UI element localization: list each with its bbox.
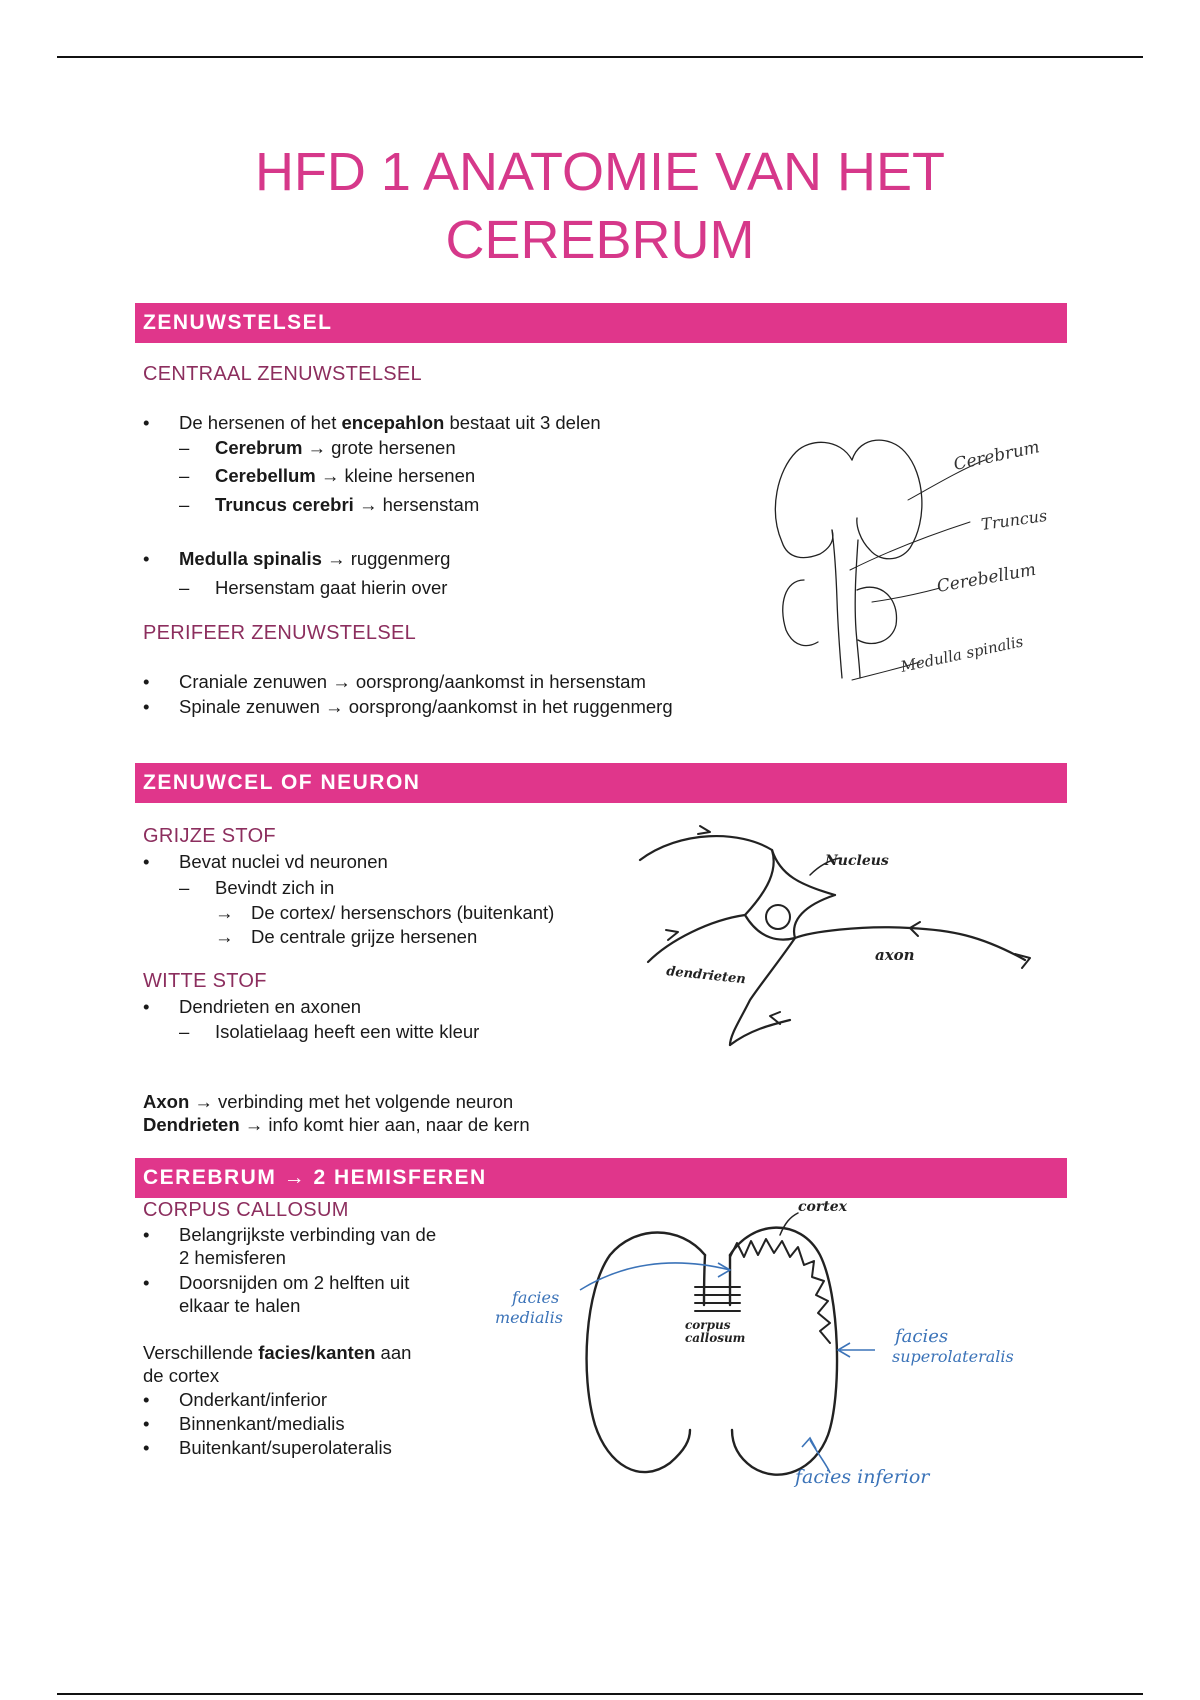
subheading-witte-stof: WITTE STOF bbox=[143, 970, 267, 992]
label-cerebrum: Cerebrum bbox=[951, 437, 1042, 475]
label-axon: axon bbox=[875, 946, 915, 964]
title-line-1: HFD 1 ANATOMIE VAN HET bbox=[254, 142, 946, 202]
bullet-craniale: • Craniale zenuwen → oorsprong/aankomst in hersenstam bbox=[179, 671, 646, 693]
bullet-nuclei: • Bevat nuclei vd neuronen bbox=[179, 851, 388, 873]
section-bar-cerebrum: CEREBRUM → 2 HEMISFEREN bbox=[135, 1158, 1067, 1198]
subheading-corpus-callosum: CORPUS CALLOSUM bbox=[143, 1199, 349, 1221]
label-facies-supero-2: superolateralis bbox=[892, 1347, 1014, 1366]
dash-hersenstam: – Hersenstam gaat hierin over bbox=[215, 577, 447, 599]
bottom-rule bbox=[57, 1693, 1143, 1695]
label-truncus: Truncus bbox=[979, 505, 1049, 534]
bullet-medulla: • Medulla spinalis → ruggenmerg bbox=[179, 548, 450, 570]
brain-sketch bbox=[760, 430, 1060, 700]
bullet-doorsnijden: • Doorsnijden om 2 helften uit bbox=[179, 1272, 409, 1294]
label-callosum: callosum bbox=[685, 1331, 746, 1345]
bullet-buitenkant: • Buitenkant/superolateralis bbox=[179, 1437, 392, 1459]
arrow-cortex: → De cortex/ hersenschors (buitenkant) bbox=[251, 902, 554, 924]
label-corpus: corpus bbox=[685, 1318, 731, 1332]
dendrieten-definition: Dendrieten → info komt hier aan, naar de kern bbox=[143, 1114, 530, 1135]
page-title bbox=[0, 138, 1200, 274]
dash-cerebellum: – Cerebellum → kleine hersenen bbox=[215, 465, 475, 487]
title-line-2: CEREBRUM bbox=[445, 210, 755, 270]
subheading-centraal: CENTRAAL ZENUWSTELSEL bbox=[143, 363, 422, 385]
label-cortex: cortex bbox=[798, 1199, 847, 1215]
bullet-spinale: • Spinale zenuwen → oorsprong/aankomst in het ruggenmerg bbox=[179, 696, 673, 718]
section-bar-neuron: ZENUWCEL OF NEURON bbox=[135, 763, 1067, 803]
label-nucleus: Nucleus bbox=[825, 853, 889, 869]
section-bar-zenuwstelsel: ZENUWSTELSEL bbox=[135, 303, 1067, 343]
top-rule bbox=[57, 56, 1143, 58]
dash-cerebrum: – Cerebrum → grote hersenen bbox=[215, 437, 456, 459]
subheading-grijze-stof: GRIJZE STOF bbox=[143, 825, 276, 847]
bullet-doorsnijden-cont: elkaar te halen bbox=[179, 1295, 301, 1316]
subheading-perifeer: PERIFEER ZENUWSTELSEL bbox=[143, 622, 417, 644]
hemisphere-sketch bbox=[490, 1195, 1070, 1515]
bullet-onderkant: • Onderkant/inferior bbox=[179, 1389, 327, 1411]
dash-isolatielaag: – Isolatielaag heeft een witte kleur bbox=[215, 1021, 479, 1043]
label-facies-medialis-1: facies bbox=[512, 1288, 560, 1307]
bullet-verbinding: • Belangrijkste verbinding van de bbox=[179, 1224, 436, 1246]
label-facies-supero-1: facies bbox=[895, 1326, 949, 1347]
label-dendrieten: dendrieten bbox=[665, 964, 747, 988]
label-cerebellum: Cerebellum bbox=[935, 559, 1038, 597]
dash-truncus: – Truncus cerebri → hersenstam bbox=[215, 494, 479, 516]
arrow-centrale: → De centrale grijze hersenen bbox=[251, 926, 477, 948]
label-facies-medialis-2: medialis bbox=[495, 1308, 563, 1327]
facies-intro: Verschillende facies/kanten aan bbox=[143, 1342, 412, 1363]
bullet-dendrieten-axonen: • Dendrieten en axonen bbox=[179, 996, 361, 1018]
axon-definition: Axon → verbinding met het volgende neuron bbox=[143, 1091, 514, 1112]
dash-bevindt: – Bevindt zich in bbox=[215, 877, 334, 899]
facies-intro-cont: de cortex bbox=[143, 1365, 220, 1386]
bullet-binnenkant: • Binnenkant/medialis bbox=[179, 1413, 345, 1435]
bullet-encephalon: • De hersenen of het encepahlon bestaat uit 3 delen bbox=[179, 412, 601, 434]
label-medulla: Medulla spinalis bbox=[899, 632, 1025, 676]
label-facies-inferior: facies inferior bbox=[795, 1466, 930, 1488]
neuron-sketch bbox=[630, 820, 1050, 1060]
bullet-verbinding-cont: 2 hemisferen bbox=[179, 1247, 286, 1268]
